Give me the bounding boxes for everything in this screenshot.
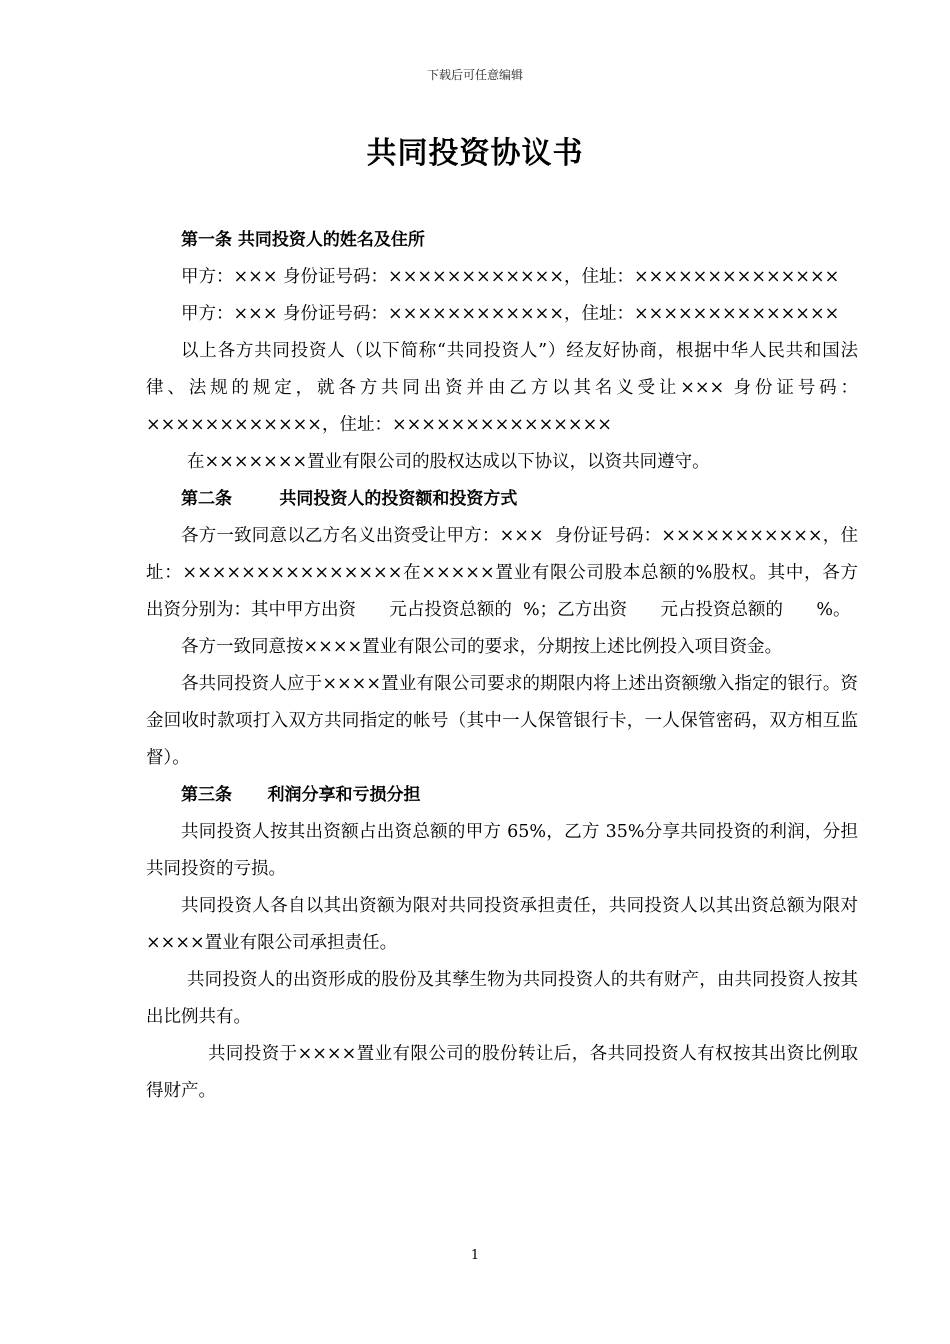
article3-paragraph: 共同投资人的出资形成的股份及其孳生物为共同投资人的共有财产，由共同投资人按其出比例共有。	[146, 970, 858, 1027]
article3-paragraph: 共同投资于××××置业有限公司的股份转让后，各共同投资人有权按其出资比例取得财产。	[146, 1044, 858, 1101]
article1-heading: 第一条 共同投资人的姓名及住所	[181, 230, 425, 250]
header-note: 下载后可任意编辑	[426, 68, 523, 82]
article3-paragraph: 共同投资人按其出资额占出资总额的甲方 65%，乙方 35%分享共同投资的利润，分担共同投资的亏损。	[146, 822, 858, 879]
article1-paragraph: 以上各方共同投资人（以下简称“共同投资人”）经友好协商，根据中华人民共和国法律、法规的规定，就各方共同出资并由乙方以其名义受让××× 身份证号码：××××××××××××，住址：×××××××××××××××	[146, 341, 858, 435]
page-number: 1	[470, 1248, 480, 1263]
article2-paragraph: 各方一致同意按××××置业有限公司的要求，分期按上述比例投入项目资金。	[181, 637, 783, 657]
article1-party-b: 甲方：××× 身份证号码：××××××××××××，住址：××××××××××××××	[181, 304, 840, 324]
article2-paragraph: 各共同投资人应于××××置业有限公司要求的期限内将上述出资额缴入指定的银行。资金回收时款项打入双方共同指定的帐号（其中一人保管银行卡，一人保管密码，双方相互监督）。	[146, 674, 858, 768]
article2-heading: 第二条 共同投资人的投资额和投资方式	[181, 489, 518, 509]
article1-party-a: 甲方：××× 身份证号码：××××××××××××，住址：××××××××××××××	[181, 267, 840, 287]
article3-paragraph: 共同投资人各自以其出资额为限对共同投资承担责任，共同投资人以其出资总额为限对××××置业有限公司承担责任。	[146, 896, 858, 953]
document-body	[146, 222, 858, 1110]
document-title: 共同投资协议书	[366, 136, 584, 171]
article3-heading: 第三条 利润分享和亏损分担	[181, 785, 421, 805]
article2-paragraph: 各方一致同意以乙方名义出资受让甲方：××× 身份证号码：×××××××××××，住址：×××××××××××××××在×××××置业有限公司股本总额的%股权。其中，各方出资分别为：其中甲方出资 元占投资总额的 %；乙方出资 元占投资总额的 %。	[146, 526, 858, 620]
article1-paragraph: 在×××××××置业有限公司的股权达成以下协议，以资共同遵守。	[187, 452, 710, 472]
